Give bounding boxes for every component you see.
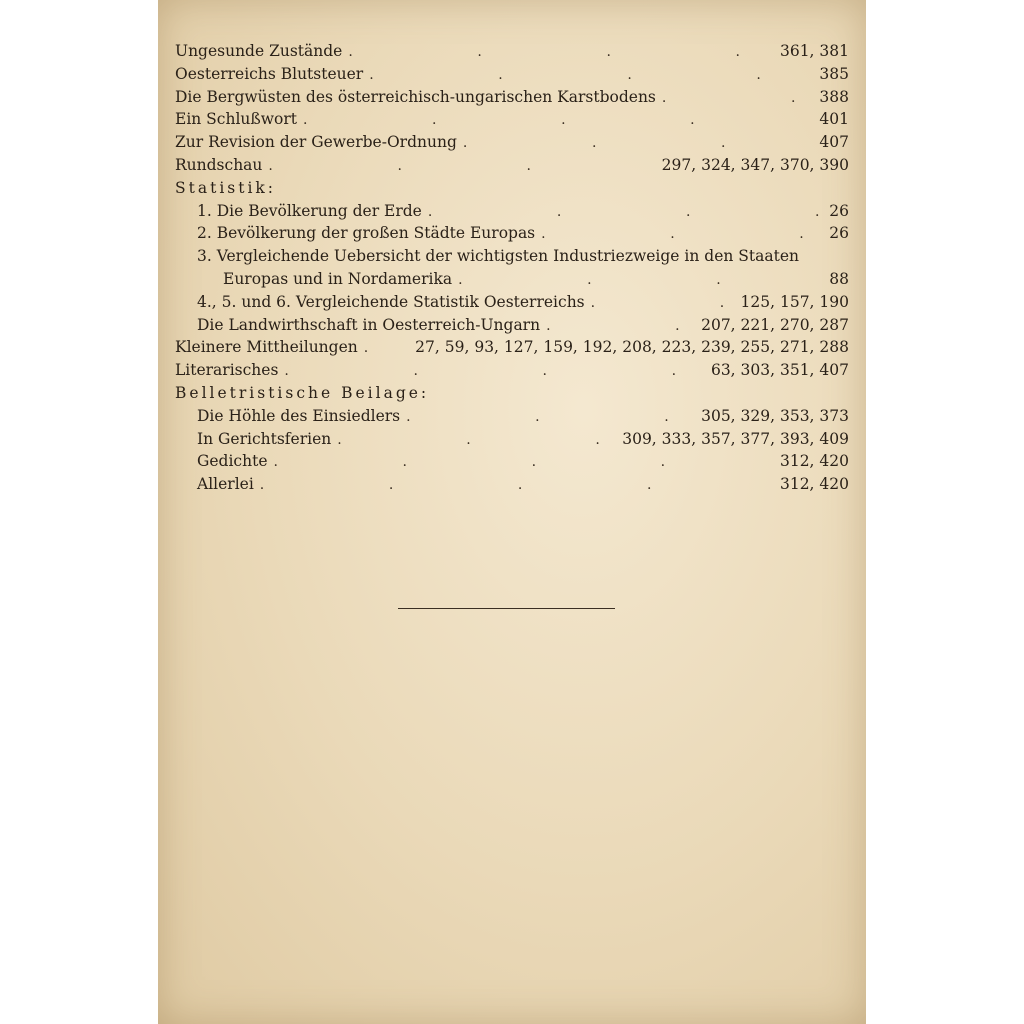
entry-title: Europas und in Nordamerika <box>223 269 453 288</box>
entry-pages: 312, 420 <box>779 475 849 494</box>
entry-pages: 401 <box>819 110 849 129</box>
entry-pages: 27, 59, 93, 127, 159, 192, 208, 223, 239, 255, 271, 288 <box>415 338 849 357</box>
dot-leader <box>458 269 823 292</box>
toc-entry <box>175 473 849 496</box>
toc-entry <box>175 405 849 428</box>
entry-title: Ungesunde Zustände <box>175 42 343 60</box>
toc-entry <box>175 154 849 177</box>
toc-entry <box>175 200 849 223</box>
toc-entry <box>175 291 849 314</box>
entry-title: Die Bergwüsten des österreichisch-ungarischen Karstbodens <box>175 87 656 106</box>
entry-pages: 312, 420 <box>779 452 849 471</box>
toc-entry <box>175 131 849 154</box>
toc-entry-continuation <box>175 268 849 291</box>
toc-entry <box>175 336 849 359</box>
entry-title: Oesterreichs Blutsteuer <box>175 64 364 83</box>
entry-pages: 207, 221, 270, 287 <box>701 315 849 334</box>
table-of-contents <box>175 40 849 496</box>
toc-entry <box>175 428 849 451</box>
dot-leader <box>337 429 616 452</box>
toc-entry <box>175 222 849 245</box>
entry-pages: 388 <box>819 87 849 106</box>
entry-pages: 88 <box>829 269 849 288</box>
dot-leader <box>274 451 774 474</box>
toc-entry <box>175 245 849 268</box>
toc-section-heading <box>175 382 849 405</box>
entry-title: Kleinere Mittheilungen <box>175 338 358 357</box>
dot-leader <box>348 41 774 64</box>
entry-title: Die Landwirthschaft in Oesterreich-Ungarn <box>197 315 541 334</box>
toc-entry <box>175 450 849 473</box>
entry-pages: 309, 333, 357, 377, 393, 409 <box>622 429 849 448</box>
entry-pages: 297, 324, 347, 370, 390 <box>661 155 849 174</box>
entry-title: 1. Die Bevölkerung der Erde <box>197 201 422 220</box>
section-heading: Statistik: <box>175 178 277 197</box>
entry-pages: 26 <box>829 201 849 220</box>
entry-title: 2. Bevölkerung der großen Städte Europas <box>197 224 536 243</box>
entry-pages: 385 <box>819 64 849 83</box>
entry-pages: 305, 329, 353, 373 <box>701 406 849 425</box>
dot-leader <box>260 474 774 497</box>
entry-title: Allerlei <box>197 475 254 494</box>
section-heading: Belletristische Beilage: <box>175 383 430 402</box>
entry-title: Gedichte <box>197 452 268 471</box>
dot-leader <box>428 201 823 224</box>
dot-leader <box>364 337 409 360</box>
entry-title: 4., 5. und 6. Vergleichende Statistik Oesterreichs <box>197 292 585 311</box>
dot-leader <box>303 109 813 132</box>
entry-pages: 26 <box>829 224 849 243</box>
entry-pages: 407 <box>819 133 849 152</box>
toc-entry <box>175 86 849 109</box>
toc-entry <box>175 40 849 63</box>
entry-pages: 63, 303, 351, 407 <box>710 361 849 380</box>
dot-leader <box>463 132 814 155</box>
toc-entry <box>175 63 849 86</box>
entry-pages: 361, 381 <box>779 42 849 60</box>
entry-title: Die Höhle des Einsiedlers <box>197 406 401 425</box>
toc-entry <box>175 314 849 337</box>
dot-leader <box>268 155 655 178</box>
toc-section-heading <box>175 177 849 200</box>
entry-title: Ein Schlußwort <box>175 110 297 129</box>
entry-title: 3. Vergleichende Uebersicht der wichtigsten Industriezweige in den Staaten <box>197 247 799 266</box>
toc-entry <box>175 108 849 131</box>
dot-leader <box>369 64 813 87</box>
entry-title: Literarisches <box>175 361 279 380</box>
dot-leader <box>546 315 695 338</box>
dot-leader <box>662 87 814 110</box>
entry-title: Rundschau <box>175 155 263 174</box>
entry-title: Zur Revision der Gewerbe-Ordnung <box>175 133 457 152</box>
closing-rule <box>398 608 615 609</box>
dot-leader <box>591 292 735 315</box>
dot-leader <box>541 223 823 246</box>
dot-leader <box>284 360 705 383</box>
dot-leader <box>406 406 695 429</box>
toc-entry <box>175 359 849 382</box>
entry-title: In Gerichtsferien <box>197 429 332 448</box>
entry-pages: 125, 157, 190 <box>740 292 849 311</box>
